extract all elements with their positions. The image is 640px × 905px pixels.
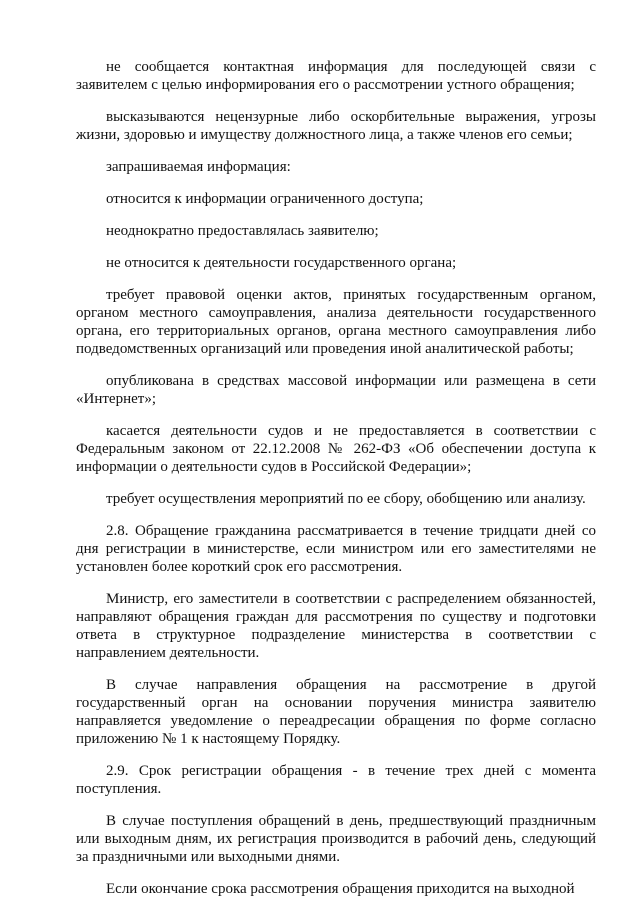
paragraph-holiday-registration: В случае поступления обращений в день, предшествующий праздничным или выходным дням, их регистрация производится в рабочий день, следующий за праздничными или выходными днями.: [76, 813, 596, 865]
paragraph-section-2-8: 2.8. Обращение гражданина рассматривается в течение тридцати дней со дня регистрации в министерстве, если министром или его заместителями не установлен более короткий срок его рассмотрения.: [76, 523, 596, 575]
paragraph-section-2-9: 2.9. Срок регистрации обращения - в течение трех дней с момента поступления.: [76, 763, 596, 797]
paragraph-courts-activity: касается деятельности судов и не предоставляется в соответствии с Федеральным законом от 22.12.2008 № 262-ФЗ «Об обеспечении доступа к информации о деятельности судов в Российской Федерации»;: [76, 423, 596, 475]
paragraph-redirect-notice: В случае направления обращения на рассмотрение в другой государственный орган на основании поручения министра заявителю направляется уведомление о переадресации обращения по форме согласно приложению № 1 к настоящему Порядку.: [76, 677, 596, 747]
paragraph-deadline-weekend: Если окончание срока рассмотрения обращения приходится на выходной: [106, 881, 575, 897]
paragraph-minister-directs: Министр, его заместители в соответствии с распределением обязанностей, направляют обращения граждан для рассмотрения по существу и подготовки ответа в структурное подразделение министерства в соответствии с направлением деятельности.: [76, 591, 596, 661]
paragraph-legal-assessment: требует правовой оценки актов, принятых государственным органом, органом местного самоуправления, анализа деятельности государственного органа, его территориальных органов, органа местного самоуправления либо подведомственных организаций или проведения иной аналитической работы;: [76, 287, 596, 357]
paragraph-collection-analysis: требует осуществления мероприятий по ее сбору, обобщению или анализу.: [106, 491, 586, 507]
paragraph-published-media: опубликована в средствах массовой информации или размещена в сети «Интернет»;: [76, 373, 596, 407]
paragraph-repeatedly-provided: неоднократно предоставлялась заявителю;: [106, 223, 379, 239]
document-page: [76, 58, 596, 898]
paragraph-restricted-access: относится к информации ограниченного доступа;: [106, 191, 424, 207]
paragraph-requested-info-heading: запрашиваемая информация:: [106, 159, 291, 175]
paragraph-offensive-language: высказываются нецензурные либо оскорбительные выражения, угрозы жизни, здоровью и имуществу должностного лица, а также членов его семьи;: [76, 109, 596, 143]
paragraph-no-contact-info: не сообщается контактная информация для последующей связи с заявителем с целью информирования его о рассмотрении устного обращения;: [76, 59, 596, 93]
paragraph-not-related-activity: не относится к деятельности государственного органа;: [106, 255, 457, 271]
